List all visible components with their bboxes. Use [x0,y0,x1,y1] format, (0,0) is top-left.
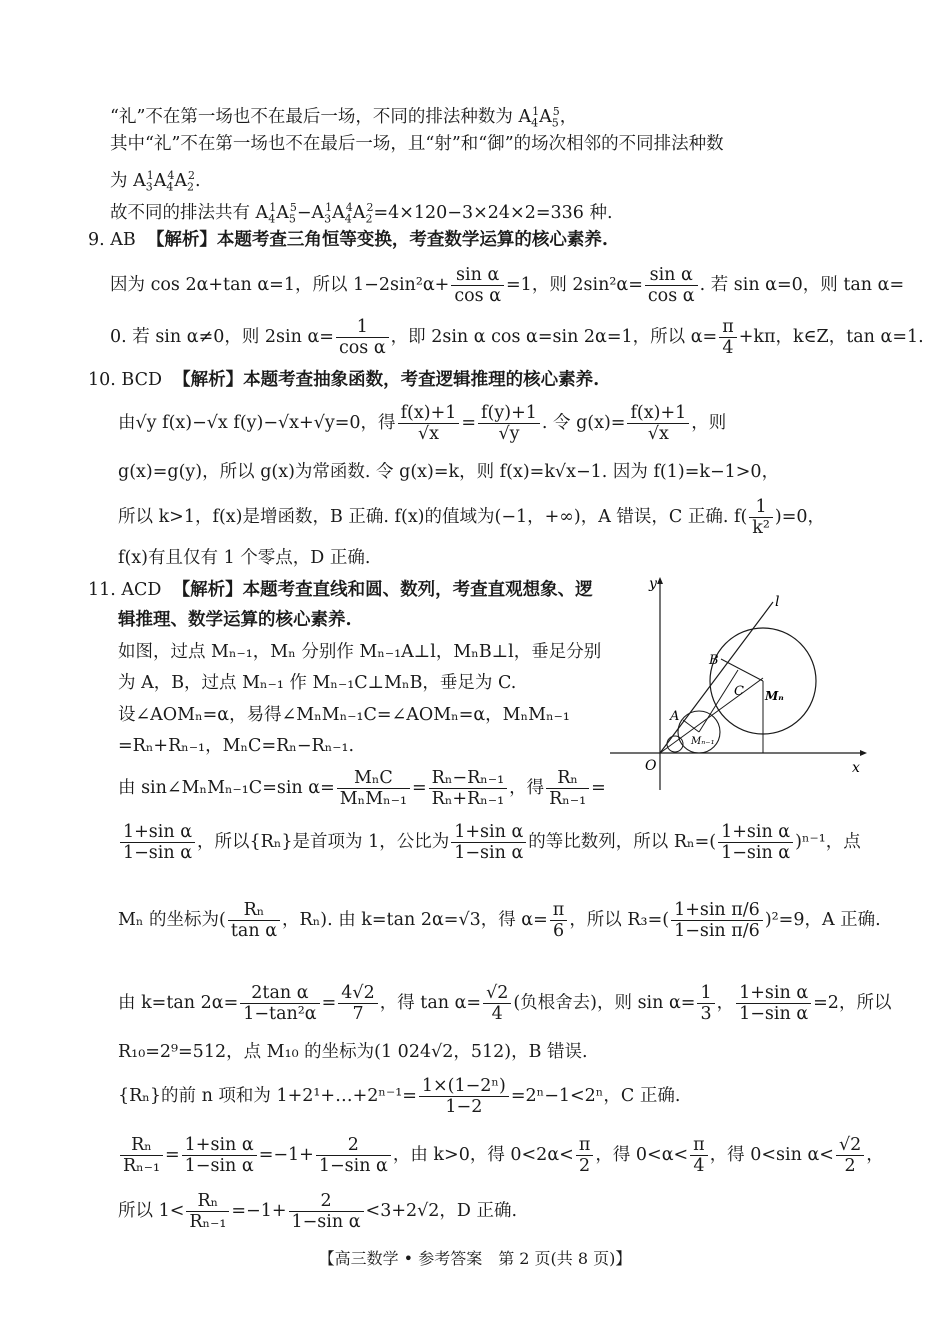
text: 为 A [110,170,146,191]
denominator: 2 [844,1156,856,1176]
y-axis-arrow [657,577,663,584]
numerator: 2 [289,1191,364,1212]
x-axis-arrow [860,750,867,756]
denominator: 1−sin α [123,843,193,863]
numerator: 1 [749,497,773,518]
numerator: 1+sin π/6 [671,900,763,921]
fraction [749,497,773,538]
denominator: Rₙ₋₁ [189,1212,227,1232]
fraction [736,983,811,1024]
fraction [645,265,698,306]
fraction [836,1135,864,1176]
numerator: √2 [836,1135,864,1156]
denominator: 1−sin α [739,1004,809,1024]
fraction [429,768,507,809]
text: = [165,1145,180,1165]
text: 的等比数列，所以 Rₙ=( [528,832,717,852]
fraction [316,1135,391,1176]
point-c-label: C [734,684,744,699]
fraction [186,1191,229,1232]
numerator: Rₙ [186,1191,229,1212]
text: “礼”不在第一场也不在最后一场，不同的排法种数为 A [110,106,532,127]
denominator: √y [498,424,520,444]
text: 故不同的排法共有 A [110,202,269,223]
numerator: √2 [483,983,511,1004]
text: ， [866,1145,884,1165]
text: 由 k=tan 2α= [118,993,239,1013]
answer-key: 9. AB [88,230,136,250]
fraction [228,900,280,941]
fraction [182,1135,257,1176]
text: =−1+ [231,1201,287,1221]
denominator: Rₙ+Rₙ₋₁ [431,789,505,809]
text: 为 A，B，过点 Mₙ₋₁ 作 Mₙ₋₁C⊥MₙB，垂足为 C. [118,673,517,693]
text: =2，所以 [813,993,892,1013]
origin-label: O [645,758,657,774]
text: 其中“礼”不在第一场也不在最后一场，且“射”和“御”的场次相邻的不同排法种数 [110,134,724,154]
text: ，Rₙ). 由 k=tan 2α=√3，得 α= [282,910,548,930]
q11-header-2 [118,608,352,632]
text: 设∠AOMₙ=α，易得∠MₙMₙ₋₁C=∠AOMₙ=α，MₙMₙ₋₁ [118,705,570,725]
denominator: 1−sin α [454,843,524,863]
fraction [627,403,689,444]
fraction [550,900,568,941]
text: (负根舍去)，则 sin α= [513,993,696,1013]
numerator: π [550,900,568,921]
text: )²=9，A 正确. [764,910,881,930]
text: <3+2√2，D 正确. [365,1201,518,1221]
q11-line-2 [118,671,516,695]
numerator: 1+sin α [718,822,793,843]
denominator: 1−2 [445,1097,483,1117]
text: . 若 sin α=0，则 tan α= [699,275,905,295]
numerator: Rₙ [120,1135,163,1156]
analysis-tag: 【解析】本题考查抽象函数，考查逻辑推理的核心素养. [173,370,600,390]
fraction [240,983,319,1024]
text: ，即 2sin α cos α=sin 2α=1，所以 α= [390,327,718,347]
fraction [289,1191,364,1232]
point-mn-label: Mₙ [765,689,784,703]
text: =Rₙ+Rₙ₋₁，MₙC=Rₙ−Rₙ₋₁. [118,736,355,756]
text: =4×120−3×24×2=336 种. [373,202,613,223]
text: ，得 0<sin α< [709,1145,834,1165]
denominator: cos α [454,286,502,306]
q11-line-3 [118,703,570,727]
denominator: 1−sin α [721,843,791,863]
denominator: 1−sin α [184,1156,254,1176]
text: ， [559,106,578,127]
fraction [546,768,589,809]
q11-line-12 [118,1186,517,1236]
denominator: 4 [491,1004,503,1024]
fraction [671,900,763,941]
text: ，由 k>0，得 0<2α< [392,1145,574,1165]
denominator: k² [752,518,770,538]
text: +kπ，k∈Z，tan α=1. [738,327,924,347]
fraction [419,1076,509,1117]
numerator: 1+sin α [182,1135,257,1156]
text: )ⁿ⁻¹，点 [795,832,861,852]
text: {Rₙ}的前 n 项和为 1+2¹+…+2ⁿ⁻¹= [118,1086,417,1106]
denominator: Rₙ₋₁ [123,1156,160,1176]
q10-line-4 [118,546,370,570]
denominator: 4 [693,1156,705,1176]
q11-line-6 [118,818,861,866]
fraction [451,822,526,863]
denominator: 1−sin π/6 [674,921,760,941]
numerator: f(y)+1 [478,403,540,424]
fraction [483,983,511,1024]
text: = [412,778,427,798]
text: =1，则 2sin²α= [506,275,643,295]
text: = [591,778,606,798]
fraction [719,317,737,358]
denominator: 2 [579,1156,591,1176]
numerator: π [690,1135,708,1156]
denominator: 1−tan²α [243,1004,317,1024]
circle-small [667,736,683,752]
page-footer: 【高三数学 • 参考答案 第 2 页(共 8 页)】 [318,1249,632,1268]
denominator: 4 [722,338,734,358]
answer-key: 11. ACD [88,580,162,600]
q11-line-8 [118,978,891,1028]
text: f(x)有且仅有 1 个零点，D 正确. [118,548,371,568]
q11-line-10 [118,1072,680,1120]
text: = [461,413,477,433]
y-label: y [649,576,657,592]
circles-tangent-figure [605,572,870,797]
numerator: 1+sin α [451,822,526,843]
fraction [337,768,410,809]
point-a-label: A [670,709,680,724]
numerator: 1×(1−2ⁿ) [419,1076,509,1097]
numerator: π [719,317,737,338]
q10-header [88,368,599,392]
numerator: MₙC [337,768,410,789]
q11-header [88,578,593,602]
text: =2ⁿ−1<2ⁿ，C 正确. [510,1086,681,1106]
analysis-tag: 【解析】本题考查直线和圆、数列，考查直观想象、逻 [172,580,593,600]
text: 所以 1< [118,1201,185,1221]
p8-line-4: 故不同的排法共有 $A_4^1A_5^5-A_3^1A_4^4A_2^2=4\times 120-3\times 24\times 2=336$ 种. [110,201,613,226]
text: ，得 tan α= [379,993,482,1013]
q11-line-4 [118,734,354,758]
numerator: 2 [316,1135,391,1156]
text: Mₙ 的坐标为( [118,910,226,930]
fraction [718,822,793,863]
numerator: 1 [336,317,389,338]
q10-line-2 [118,460,779,484]
denominator: 1−sin α [291,1212,361,1232]
fraction [451,265,504,306]
numerator: Rₙ [228,900,280,921]
denominator: 6 [552,921,565,941]
point-b-label: B [709,653,719,668]
numerator: sin α [451,265,504,286]
text: 所以 k>1，f(x)是增函数，B 正确. f(x)的值域为(−1，+∞)，A 错误，C 正确. f( [118,507,748,527]
text: 0. 若 sin α≠0，则 2sin α= [110,327,334,347]
q10-line-1 [118,398,726,448]
numerator: 1 [697,983,714,1004]
text: ，得 [509,778,545,798]
fraction [690,1135,708,1176]
fraction [697,983,714,1024]
denominator: 1−sin α [318,1156,388,1176]
denominator: cos α [338,338,386,358]
text: g(x)=g(y)，所以 g(x)为常函数. 令 g(x)=k，则 f(x)=k√x−1. 因为 f(1)=k−1>0， [118,462,780,482]
q11-line-7 [118,888,881,952]
q11-line-1 [118,640,601,664]
p8-line-2 [110,132,724,156]
fraction [336,317,389,358]
text: =−1+ [258,1145,314,1165]
denominator: Rₙ₋₁ [549,789,587,809]
numerator: Rₙ−Rₙ₋₁ [429,768,507,789]
fraction [576,1135,594,1176]
text: 由√y f(x)−√x f(y)−√x+√y=0，得 [118,413,396,433]
numerator: 4√2 [338,983,377,1004]
text: ， [716,993,735,1013]
text: 由 sin∠MₙMₙ₋₁C=sin α= [118,778,335,798]
numerator: 1+sin α [736,983,811,1004]
text: ，所以 R₃=( [569,910,670,930]
q11-line-5 [118,764,606,812]
denominator: 7 [352,1004,364,1024]
fraction [478,403,540,444]
p8-line-3: 为 $A_3^1A_4^4A_2^2$. [110,169,201,194]
numerator: π [576,1135,594,1156]
q11-line-9 [118,1040,588,1064]
fraction [120,1135,163,1176]
analysis-tag: 辑推理、数学运算的核心素养. [118,610,352,630]
p8-line-1: “礼”不在第一场也不在最后一场，不同的排法种数为 $A_4^1A_5^5$， [110,105,578,130]
text: = [321,993,337,1013]
numerator: f(x)+1 [398,403,460,424]
numerator: 2tan α [240,983,319,1004]
text: ，所以{Rₙ}是首项为 1，公比为 [197,832,450,852]
numerator: Rₙ [546,768,589,789]
q9-line-1 [110,260,904,310]
numerator: 1+sin α [120,822,195,843]
x-label: x [852,760,860,776]
fraction [398,403,460,444]
numerator: f(x)+1 [627,403,689,424]
denominator: MₙMₙ₋₁ [339,789,407,809]
denominator: tan α [230,921,278,941]
denominator: √x [417,424,439,444]
line-l-label: l [775,594,780,610]
text: )=0， [774,507,826,527]
analysis-tag: 【解析】本题考查三角恒等变换，考查数学运算的核心素养. [146,230,608,250]
segment-mn-b [721,659,763,681]
fraction [338,983,377,1024]
denominator: √x [647,424,669,444]
q9-header [88,228,608,252]
text: 因为 cos 2α+tan α=1，所以 1−2sin²α+ [110,275,450,295]
text: . 令 g(x)= [541,413,626,433]
denominator: cos α [647,286,695,306]
text: 如图，过点 Mₙ₋₁，Mₙ 分别作 Mₙ₋₁A⊥l，MₙB⊥l，垂足分别 [118,642,602,662]
fraction [120,822,195,863]
text: ，得 0<α< [595,1145,689,1165]
q10-line-3 [118,494,825,540]
q9-line-2 [110,312,924,362]
numerator: sin α [645,265,698,286]
text: ，则 [691,413,727,433]
q11-line-11 [118,1130,884,1180]
text: R₁₀=2⁹=512，点 M₁₀ 的坐标为(1 024√2，512)，B 错误. [118,1042,588,1062]
answer-key: 10. BCD [88,370,162,390]
denominator: 3 [700,1004,712,1024]
point-mn1-label: Mₙ₋₁ [691,736,715,747]
